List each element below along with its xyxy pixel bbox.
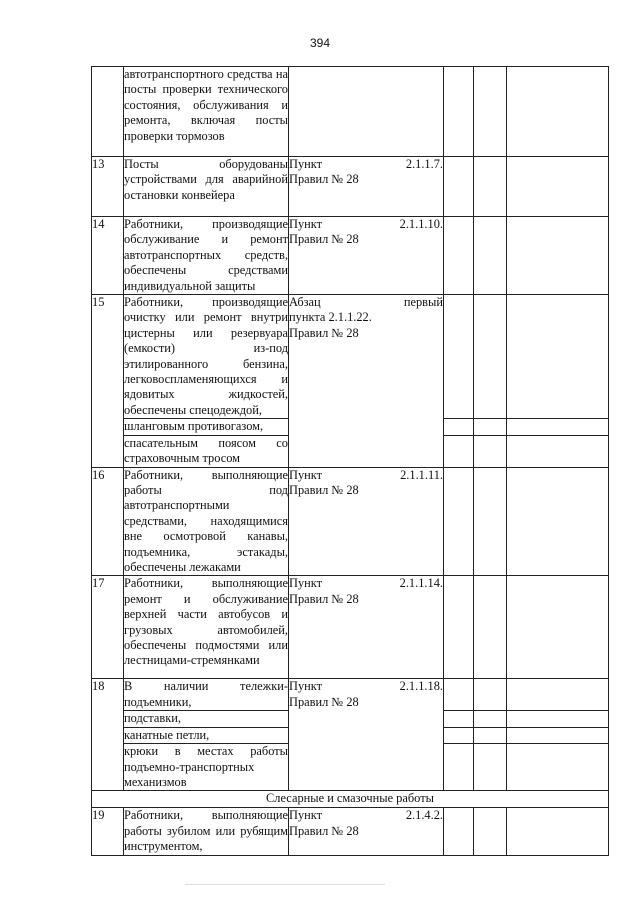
ref-word: Пункт [289, 217, 323, 231]
note-cell [507, 679, 609, 711]
requirement-cell [124, 808, 289, 856]
answer-yes-cell [444, 727, 474, 743]
requirement-text: подставки, [124, 711, 181, 726]
answer-yes-cell [444, 808, 474, 856]
table-row [92, 808, 609, 856]
note-cell [507, 576, 609, 679]
table-row [92, 576, 609, 679]
requirement-cell [124, 295, 289, 419]
table-row [92, 467, 609, 576]
answer-no-cell [474, 576, 507, 679]
row-number: 13 [92, 157, 124, 217]
ref-word: Абзац [289, 295, 321, 310]
ref-word: Пункт [289, 576, 323, 591]
answer-no-cell [474, 217, 507, 295]
note-cell [507, 467, 609, 576]
requirement-cell [124, 67, 289, 157]
ref-word-2: первый [403, 295, 443, 310]
answer-no-cell [474, 157, 507, 217]
ref-word: Пункт [289, 679, 323, 694]
requirement-subcell [124, 419, 289, 435]
requirement-text: автотранспортного средства на посты проверки технического состояния, обслуживания и ремонта, включая посты проверки тормозов [124, 67, 288, 143]
requirement-subcell [124, 435, 289, 467]
reference-cell [289, 576, 444, 679]
answer-yes-cell [444, 679, 474, 711]
answer-yes-cell [444, 295, 474, 419]
requirement-text: канатные петли, [124, 727, 210, 742]
checklist-table [91, 66, 609, 856]
requirement-subcell [124, 744, 289, 791]
answer-yes-cell [444, 435, 474, 467]
ref-word: Пункт [289, 808, 323, 823]
table-row [92, 67, 609, 157]
answer-no-cell [474, 744, 507, 791]
answer-no-cell [474, 467, 507, 576]
reference-cell [289, 679, 444, 791]
ref-code: 2.1.1.10. [399, 217, 443, 231]
ref-code: 2.1.1.14. [399, 576, 443, 591]
ref-rules: Правил № 28 [289, 823, 359, 838]
requirement-cell [124, 217, 289, 295]
ref-code: 2.1.1.11. [400, 467, 443, 482]
requirement-cell [124, 679, 289, 711]
ref-rules: Правил № 28 [289, 694, 359, 709]
reference-cell [289, 157, 444, 217]
row-number: 15 [92, 295, 124, 467]
requirement-text: Работники, выполняющие работы зубилом или рубящим инструментом, [124, 808, 288, 854]
note-cell [507, 808, 609, 856]
row-number: 18 [92, 679, 124, 791]
row-number: 19 [92, 808, 124, 856]
note-cell [507, 419, 609, 435]
ref-code: 2.1.1.7. [405, 157, 443, 171]
ref-rules: Правил № 28 [289, 172, 359, 187]
table-row [92, 157, 609, 217]
row-number: 14 [92, 217, 124, 295]
answer-yes-cell [444, 157, 474, 217]
reference-cell [289, 217, 444, 295]
requirement-text: В наличии тележки-подъемники, [124, 679, 288, 709]
answer-no-cell [474, 295, 507, 419]
note-cell [507, 67, 609, 157]
requirement-text: спасательным поясом со страховочным тросом [124, 435, 288, 466]
table-row [92, 679, 609, 711]
row-number: 17 [92, 576, 124, 679]
ref-word: Пункт [289, 157, 323, 171]
requirement-cell [124, 576, 289, 679]
note-cell [507, 711, 609, 727]
answer-no-cell [474, 808, 507, 856]
note-cell [507, 157, 609, 217]
answer-yes-cell [444, 467, 474, 576]
ref-rules: Правил № 28 [289, 482, 359, 497]
num-cell [92, 67, 124, 157]
reference-cell [289, 295, 444, 467]
page-number: 394 [309, 36, 331, 50]
requirement-text: крюки в местах работы подъемно-транспортных механизмов [124, 744, 288, 789]
answer-no-cell [474, 727, 507, 743]
answer-yes-cell [444, 576, 474, 679]
section-title: Слесарные и смазочные работы [92, 791, 609, 808]
answer-yes-cell [444, 67, 474, 157]
requirement-text: Работники, производящие очистку или ремонт внутри цистерны или резервуара (емкости) из-под этилированного бензина, легковоспламеняющихся и ядовитых жидкостей, обеспечены спецодеждой, [124, 295, 288, 417]
answer-no-cell [474, 711, 507, 727]
ref-code: 2.1.4.2. [405, 808, 443, 823]
note-cell [507, 727, 609, 743]
section-row [92, 791, 609, 808]
table-row [92, 217, 609, 295]
answer-no-cell [474, 679, 507, 711]
ref-code: пункта 2.1.1.22. [289, 310, 372, 325]
answer-yes-cell [444, 419, 474, 435]
reference-cell [289, 467, 444, 576]
answer-yes-cell [444, 217, 474, 295]
answer-no-cell [474, 435, 507, 467]
ref-rules: Правил № 28 [289, 591, 359, 606]
note-cell [507, 435, 609, 467]
answer-yes-cell [444, 744, 474, 791]
requirement-text: шланговым противогазом, [124, 419, 264, 434]
row-number: 16 [92, 467, 124, 576]
requirement-text: Работники, производящие обслуживание и ремонт автотранспортных средств, обеспечены средствами индивидуальной защиты [124, 217, 288, 293]
requirement-cell [124, 157, 289, 217]
reference-cell [289, 808, 444, 856]
note-cell [507, 744, 609, 791]
scan-edge-line [185, 884, 385, 885]
note-cell [507, 295, 609, 419]
ref-word: Пункт [289, 467, 323, 482]
note-cell [507, 217, 609, 295]
answer-no-cell [474, 67, 507, 157]
requirement-subcell [124, 711, 289, 727]
table-row [92, 295, 609, 419]
answer-yes-cell [444, 711, 474, 727]
requirement-subcell [124, 727, 289, 743]
requirement-cell [124, 467, 289, 576]
ref-code: 2.1.1.18. [399, 679, 443, 694]
reference-cell [289, 67, 444, 157]
answer-no-cell [474, 419, 507, 435]
ref-rules: Правил № 28 [289, 232, 359, 247]
ref-rules: Правил № 28 [289, 325, 359, 340]
requirement-text: Работники, выполняющие работы под автотранспортными средствами, находящимися вне осмотровой канавы, подъемника, эстакады, обеспечены лежаками [124, 467, 288, 574]
requirement-text: Работники, выполняющие ремонт и обслуживание верхней части автобусов и грузовых автомобилей, обеспечены подмостями или лестницами-стремянками [124, 576, 288, 668]
requirement-text: Посты оборудованы устройствами для аварийной остановки конвейера [124, 157, 288, 202]
